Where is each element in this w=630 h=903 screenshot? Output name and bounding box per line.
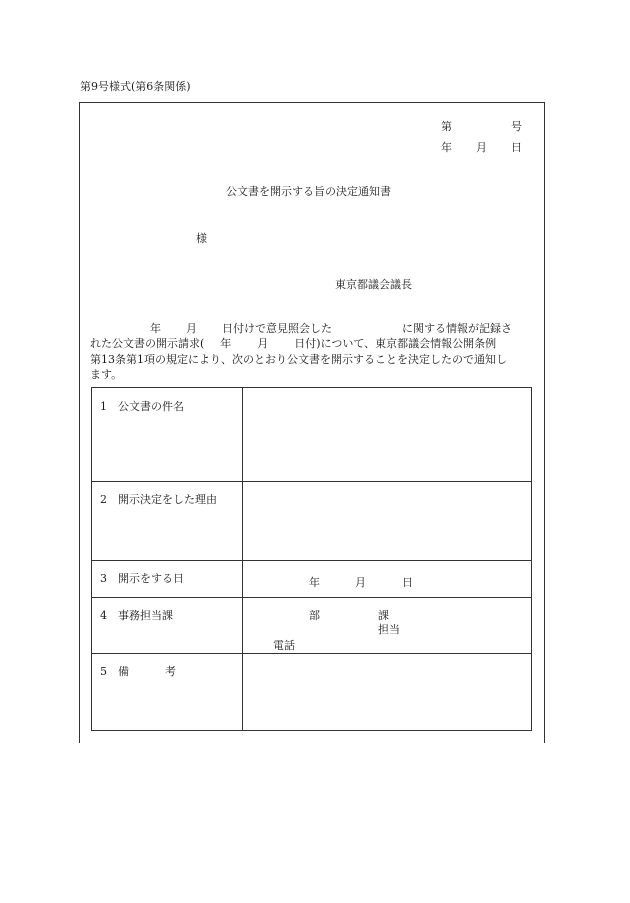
disclosure-day: 日 [402,576,413,589]
paragraph-line-4: ます。 [90,367,123,381]
row-divider [92,560,531,561]
paragraph-line-1 [90,321,534,336]
notice-paragraph [90,321,534,382]
department-tanto: 担当 [378,623,400,636]
header-month: 月 [476,141,487,154]
department-phone: 電話 [273,639,295,652]
header-year: 年 [441,141,452,154]
body-month-1: 月 [186,322,197,335]
row-label-disclosure-date: 3 開示をする日 [100,572,184,585]
header-day: 日 [511,141,522,154]
number-prefix: 第 [441,120,452,133]
row-label-department: 4 事務担当課 [100,609,173,622]
body-month-2: 月 [257,337,269,351]
body-text-2b: 日付)について、東京都議会情報公開条例 [294,337,497,351]
department-ka: 課 [378,609,389,622]
row-label-remarks: 5 備 考 [100,665,176,678]
decision-table [91,387,532,731]
addressee-suffix: 様 [196,232,207,245]
form-number-label: 第9号様式(第6条関係) [80,80,191,93]
table-column-divider [242,388,243,730]
body-text-1b: に関する情報が記録さ [402,322,512,335]
document-title: 公文書を開示する旨の決定通知書 [226,185,391,198]
body-text-2a: れた公文書の開示請求( [90,337,205,351]
department-bu: 部 [309,609,320,622]
body-year-1: 年 [150,322,161,335]
body-year-2: 年 [220,337,232,351]
row-divider [92,597,531,598]
issuer-name: 東京都議会議長 [335,278,412,291]
body-text-1a: 日付けで意見照会した [222,322,332,335]
paragraph-line-3: 第13条第1項の規定により、次のとおり公文書を開示することを決定したので通知し [90,352,507,366]
paragraph-line-2 [90,336,534,351]
row-label-document-name: 1 公文書の件名 [100,400,184,413]
disclosure-year: 年 [309,576,320,589]
row-divider [92,481,531,482]
number-suffix: 号 [511,120,522,133]
row-label-decision-reason: 2 開示決定をした理由 [100,493,217,506]
disclosure-month: 月 [355,576,366,589]
row-divider [92,653,531,654]
